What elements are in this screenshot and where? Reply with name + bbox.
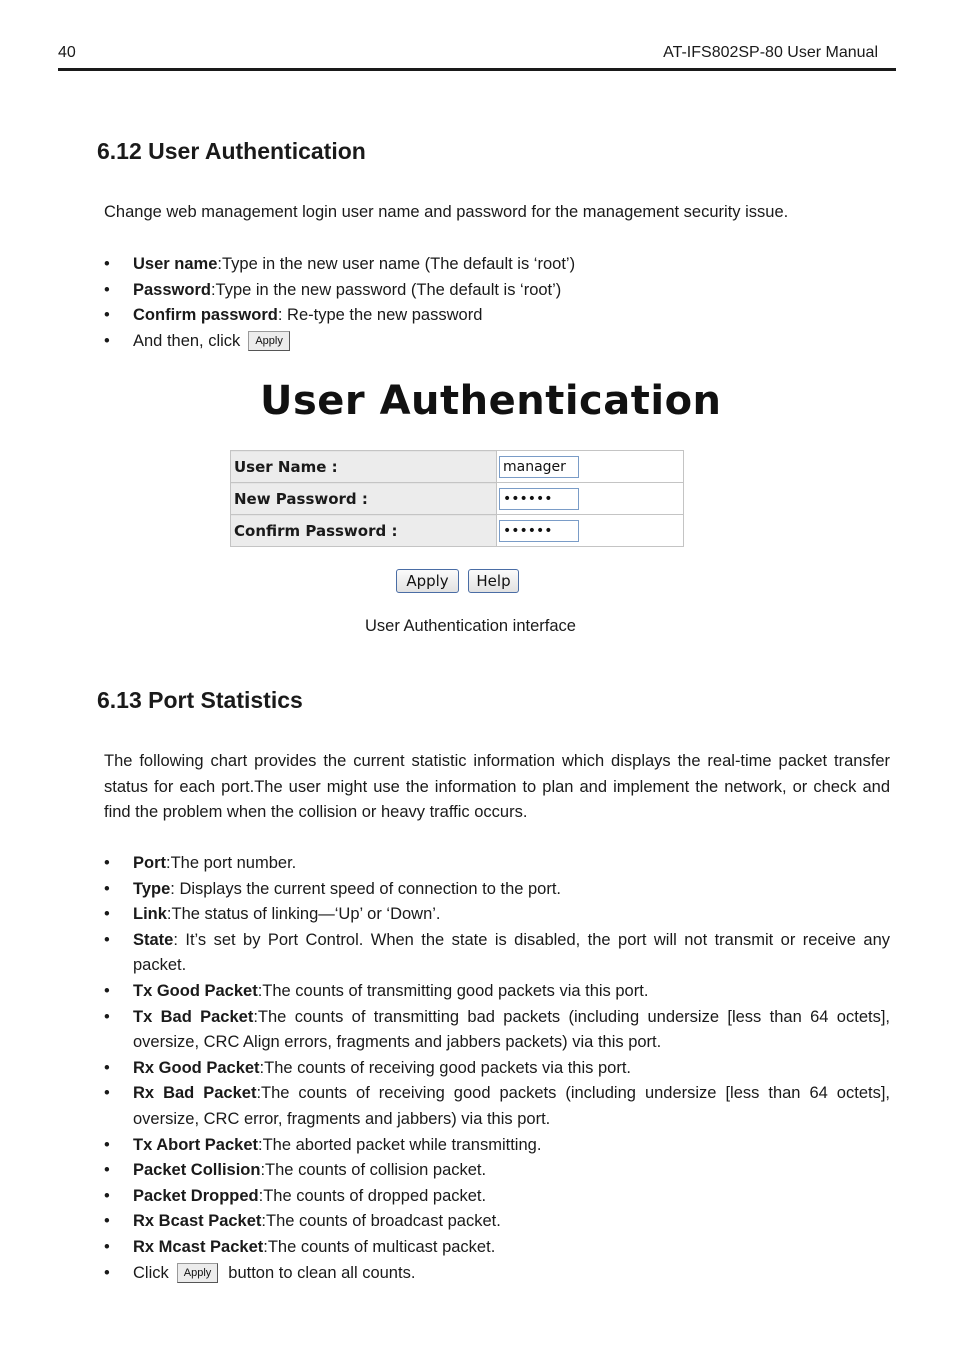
bullet-icon: • xyxy=(104,255,110,273)
user-name-input[interactable] xyxy=(499,456,579,478)
list-item: • Packet Collision:The counts of collision packet. xyxy=(104,1158,890,1184)
help-button[interactable]: Help xyxy=(468,569,519,593)
list-item: • User name:Type in the new user name (The default is ‘root’) xyxy=(104,252,890,278)
confirm-password-input[interactable] xyxy=(499,520,579,542)
list-item: • Port:The port number. xyxy=(104,851,890,877)
bullet-icon: • xyxy=(104,1058,110,1077)
list-item: • Password:Type in the new password (The default is ‘root’) xyxy=(104,278,890,304)
section-intro: The following chart provides the current statistic information which displays the real-time packet transfer status for each port.The user might use the information to plan and implement the network, or check and find the problem when the collision or heavy traffic occurs. xyxy=(104,752,890,821)
bullet-icon: • xyxy=(104,1212,110,1231)
section-title-user-authentication: 6.12 User Authentication xyxy=(97,138,366,164)
bullet-icon: • xyxy=(104,879,110,898)
bullet-icon: • xyxy=(104,905,110,924)
bullet-icon: • xyxy=(104,854,110,872)
section-intro: Change web management login user name and password for the management security issue. xyxy=(104,203,789,221)
user-auth-bullet-list xyxy=(104,252,890,354)
list-item: • Packet Dropped:The counts of dropped packet. xyxy=(104,1184,890,1210)
apply-button[interactable]: Apply xyxy=(396,569,459,593)
list-item: • Rx Good Packet:The counts of receiving good packets via this port. xyxy=(104,1056,890,1082)
list-item: • Tx Good Packet:The counts of transmitting good packets via this port. xyxy=(104,979,890,1005)
section-title-port-statistics: 6.13 Port Statistics xyxy=(97,687,303,713)
list-item: • Confirm password: Re-type the new password xyxy=(104,303,890,329)
list-item: • Rx Bad Packet:The counts of receiving good packets (including undersize [less than 64 octets], oversize, CRC error, fragments and jabbers) via this port. xyxy=(104,1081,890,1132)
bullet-icon: • xyxy=(104,280,110,299)
bullet-icon: • xyxy=(104,1186,110,1205)
list-item: • Rx Mcast Packet:The counts of multicast packet. xyxy=(104,1235,890,1261)
page-header xyxy=(58,42,896,71)
apply-button-inline[interactable]: Apply xyxy=(177,1263,219,1283)
bullet-icon: • xyxy=(104,1237,110,1256)
list-item: • Tx Bad Packet:The counts of transmitting bad packets (including undersize [less than 64 octets], oversize, CRC Align errors, fragments and jabbers packets) via this port. xyxy=(104,1005,890,1056)
confirm-password-label: Confirm Password : xyxy=(231,515,497,547)
user-name-label: User Name : xyxy=(231,451,497,483)
bullet-icon: • xyxy=(104,1161,110,1180)
bullet-icon: • xyxy=(104,1135,110,1154)
bullet-icon: • xyxy=(104,1007,110,1026)
apply-button-inline[interactable]: Apply xyxy=(248,331,290,351)
bullet-icon: • xyxy=(104,1263,110,1282)
manual-title: AT-IFS802SP-80 User Manual xyxy=(663,44,878,61)
new-password-input[interactable] xyxy=(499,488,579,510)
bullet-icon: • xyxy=(104,1084,110,1103)
list-item: • Link:The status of linking—‘Up’ or ‘Down’. xyxy=(104,902,890,928)
list-item: • State: It’s set by Port Control. When the state is disabled, the port will not transmit or receive any packet. xyxy=(104,928,890,979)
table-row xyxy=(231,515,684,547)
table-row xyxy=(231,483,684,515)
new-password-label: New Password : xyxy=(231,483,497,515)
table-row xyxy=(231,451,684,483)
page-number: 40 xyxy=(58,44,76,61)
bullet-icon: • xyxy=(104,930,110,949)
list-item: • And then, click Apply xyxy=(104,329,890,355)
list-item: • Type: Displays the current speed of connection to the port. xyxy=(104,877,890,903)
figure-caption: User Authentication interface xyxy=(365,617,576,635)
ui-title: User Authentication xyxy=(260,378,722,424)
port-statistics-bullet-list xyxy=(104,851,890,1286)
bullet-icon: • xyxy=(104,981,110,1000)
list-item: • Tx Abort Packet:The aborted packet while transmitting. xyxy=(104,1133,890,1159)
list-item: • Rx Bcast Packet:The counts of broadcast packet. xyxy=(104,1209,890,1235)
bullet-icon: • xyxy=(104,306,110,325)
user-auth-form-table xyxy=(230,450,684,547)
bullet-icon: • xyxy=(104,331,110,350)
list-item: • Click Apply button to clean all counts. xyxy=(104,1261,890,1287)
